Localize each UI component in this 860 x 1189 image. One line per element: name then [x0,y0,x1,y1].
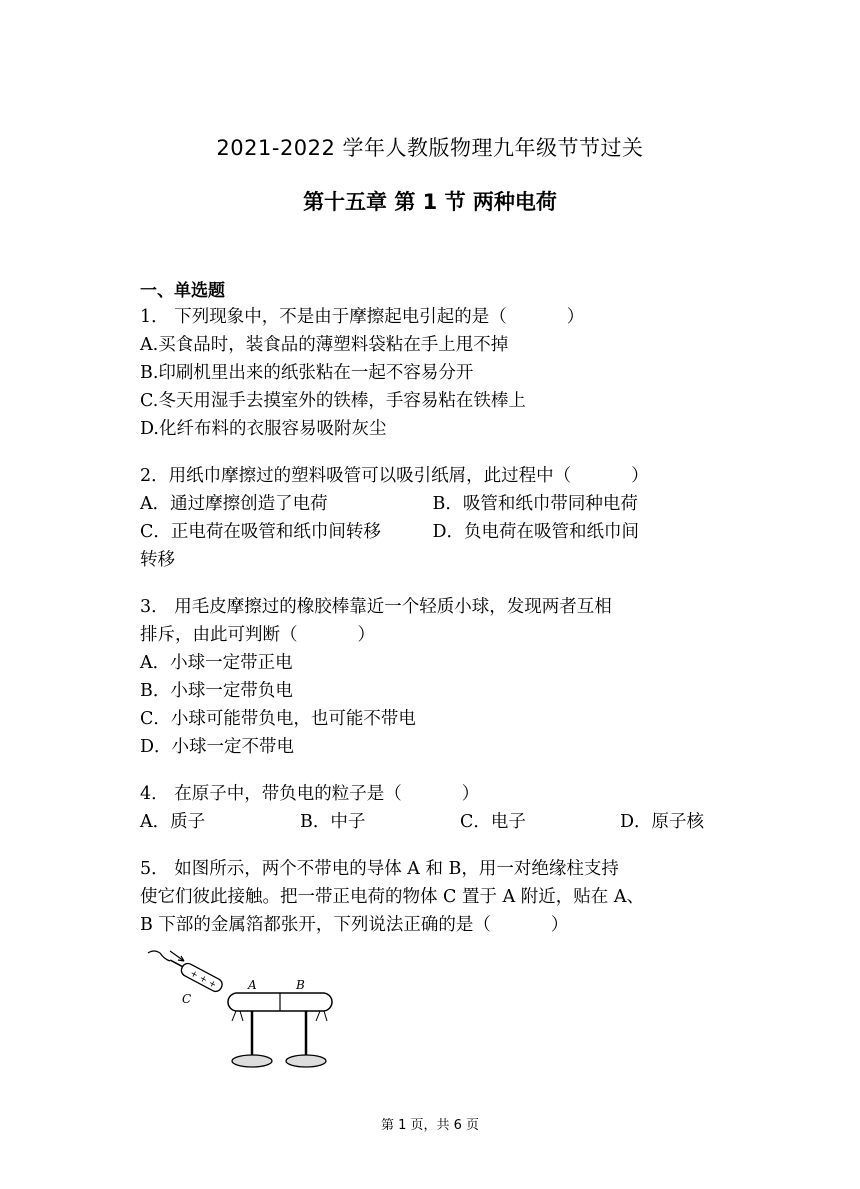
q4-option-c: C．电子 [460,812,526,832]
q1-option-a: A.买食品时，装食品的薄塑料袋粘在手上甩不掉 [140,335,509,355]
question-2 [140,462,725,574]
q1-option-b: B.印刷机里出来的纸张粘在一起不容易分开 [140,363,474,383]
question-1-stem [140,303,725,331]
base-a [232,1055,272,1067]
label-b: B [296,978,305,992]
q3-option-a: A．小球一定带正电 [140,653,293,673]
q2-option-c: C．正电荷在吸管和纸巾间转移 [140,522,381,542]
question-3-stem-2 [140,621,725,649]
question-5-text: B 下部的金属箔都张开，下列说法正确的是（ [140,915,491,935]
question-3-close: ） [357,625,375,645]
q2-option-b: B．吸管和纸巾带同种电荷 [432,494,638,514]
question-1 [140,303,725,443]
q2-option-d: D．负电荷在吸管和纸巾间 [432,522,640,542]
q2-options-row-1 [140,490,725,518]
question-2-stem [140,462,725,490]
label-a: A [248,978,257,992]
q4-option-d: D．原子核 [620,812,705,832]
document-title: 2021-2022 学年人教版物理九年级节节过关 [216,136,644,160]
conductor-figure [140,945,340,1075]
page-footer: 第 1 页，共 6 页 [380,1118,480,1133]
question-3-text: 排斥，由此可判断（ [140,625,298,645]
foil-b [316,1011,327,1021]
q3-option-b: B．小球一定带负电 [140,681,293,701]
base-b [286,1055,326,1067]
question-1-close: ） [566,307,585,327]
question-4 [140,780,725,836]
q4-option-b: B．中子 [300,812,366,832]
q1-option-d: D.化纤布料的衣服容易吸附灰尘 [140,419,387,439]
question-5-stem-2: 使它们彼此接触。把一带正电荷的物体 C 置于 A 附近，贴在 A、 [140,887,644,907]
question-5-stem-1: 5． 如图所示，两个不带电的导体 A 和 B，用一对绝缘柱支持 [140,859,619,879]
question-2-text: 2．用纸巾摩擦过的塑料吸管可以吸引纸屑，此过程中（ [140,466,572,486]
q4-options-row [140,808,725,836]
hand-sketch [148,951,170,961]
question-4-stem [140,780,725,808]
arrow-line [170,951,184,961]
q2-option-a: A．通过摩擦创造了电荷 [140,494,328,514]
question-3 [140,593,725,761]
label-c: C [182,992,192,1006]
q2-option-d-continued: 转移 [140,550,175,570]
question-5-stem-3 [140,911,725,939]
question-2-close: ） [631,466,649,486]
svg-text:+ + +: + + + [188,968,218,991]
chapter-subtitle: 第十五章 第 1 节 两种电荷 [303,190,557,214]
q2-options-row-2 [140,518,725,546]
foil-a [232,1011,243,1021]
question-3-stem-1: 3． 用毛皮摩擦过的橡胶棒靠近一个轻质小球，发现两者互相 [140,597,612,617]
question-1-text: 1． 下列现象中，不是由于摩擦起电引起的是（ [140,307,507,327]
q4-option-a: A．质子 [140,812,206,832]
section-heading: 一、单选题 [140,281,225,301]
q3-option-c: C．小球可能带负电，也可能不带电 [140,709,416,729]
q1-option-c: C.冬天用湿手去摸室外的铁棒，手容易粘在铁棒上 [140,391,526,411]
question-5-close: ） [550,915,569,935]
question-4-text: 4． 在原子中，带负电的粒子是（ [140,784,402,804]
charged-rod-c [167,955,224,994]
question-4-close: ） [461,784,480,804]
question-5 [140,855,725,939]
q3-option-d: D．小球一定不带电 [140,737,295,757]
